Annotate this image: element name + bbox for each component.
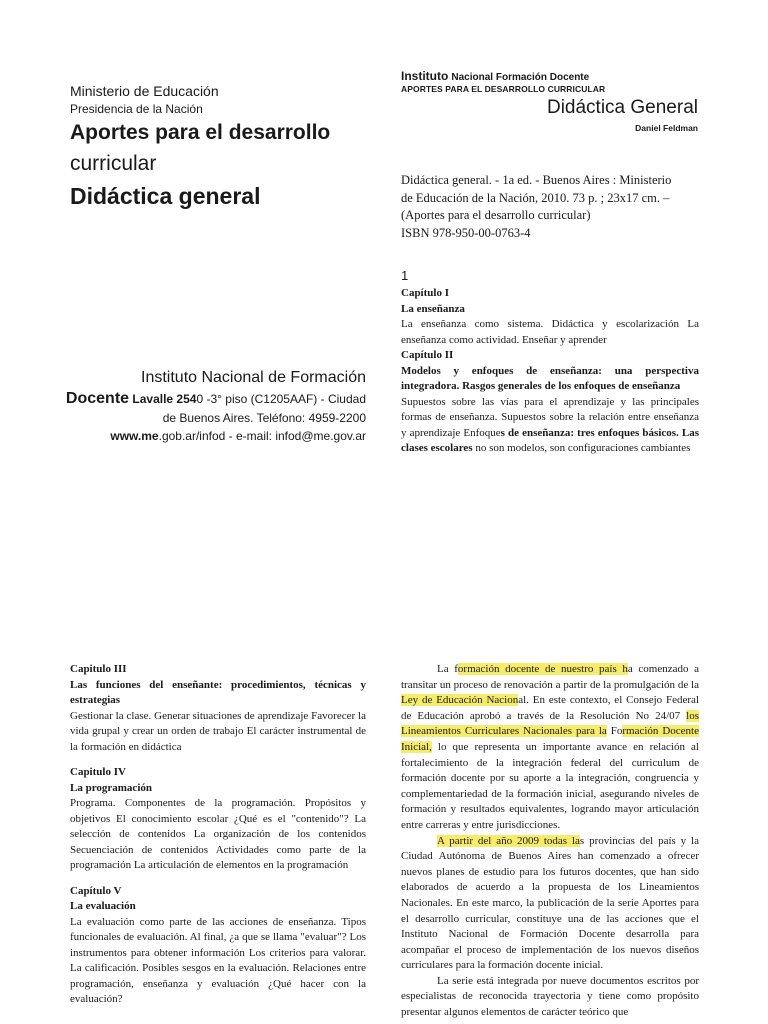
city-phone: de Buenos Aires. Teléfono: 4959-2200 <box>162 411 366 425</box>
chapter-2-subtitle: Modelos y enfoques de enseñanza: una perspectiva integradora. Rasgos generales de los enfoques de enseñanza <box>401 364 699 392</box>
highlight: los Lineamientos Curriculares Nacionales para la <box>401 709 699 738</box>
header-institute <box>401 69 589 85</box>
highlight: Ley de Educación Nacion <box>401 694 519 707</box>
institute-address <box>46 389 366 409</box>
header-subject: Didáctica General <box>546 97 698 118</box>
chapter-4-subtitle: La programación <box>70 781 152 794</box>
cover-title-line2: curricular <box>70 152 157 175</box>
chapter-5-body: La evaluación como parte de las acciones de enseñanza. Tipos funcionales de evaluación. Al final, ¿a que se llama "evaluar"? Los instrumentos para obtener información Los criterios para valorar. La calificación. Posibles sesgos en la evaluación. Relaciones entre programación, enseñanza y evaluación ¿Qué hacer con la evaluación? <box>70 915 366 1005</box>
chapter-3-body: Gestionar la clase. Generar situaciones de aprendizaje Favorecer la vida grupal y crear un orden de trabajo El carácter instrumental de la formación en didáctica <box>70 709 366 753</box>
chapter-1-title: Capítulo I <box>401 287 449 299</box>
chapter-2-body-c: no son modelos, son configuraciones cambiantes <box>472 442 691 454</box>
cover-subject: Didáctica general <box>70 183 261 209</box>
institute-name: Instituto Nacional de Formación <box>141 369 366 386</box>
catalog-line: Didáctica general. - 1a ed. - Buenos Aires : Ministerio <box>401 173 672 187</box>
chapter-1-body: La enseñanza como sistema. Didáctica y escolarización La enseñanza como actividad. Enseñar y aprender <box>401 318 699 346</box>
text-run: s provincias del país y la Ciudad Autónoma de Buenos Aires han comenzado a ofrecer nuevos planes de estudio para los futuros docentes, que han sido elaborados de acuerdo a la propuesta de los Lineamientos Nacionales. En este marco, la publicación de la serie Aportes para el desarrollo curricular, constituye una de las acciones que el Instituto Nacional de Formación Docente desarrolla para acompañar el proceso de implementación de los nuevos diseños curriculares para la formación docente inicial. <box>401 834 699 972</box>
chapter-5-title: Capítulo V <box>70 884 122 897</box>
web-rest: .gob.ar/infod - e-mail: infod@me.gov.ar <box>158 429 366 443</box>
header-series: APORTES PARA EL DESARROLLO CURRICULAR <box>401 84 606 94</box>
highlight: A partir del año 2009 todas la <box>437 834 580 847</box>
institute-block <box>46 367 366 445</box>
text-run: Fo <box>606 725 623 738</box>
address-rest: 0 -3° piso (C1205AAF) - Ciudad <box>196 392 366 406</box>
chapter-3-title: Capitulo III <box>70 663 127 675</box>
institute-docente: Docente <box>65 390 130 407</box>
web-bold: www.me <box>110 429 159 443</box>
cover-title-line1: Aportes para el desarrollo <box>70 121 331 144</box>
chapter-2-title: Capítulo II <box>401 349 454 361</box>
toc-right <box>401 286 699 457</box>
chapter-2-body-b: s de enseñanza: tres enfoques básicos. Las clases escolares <box>401 426 700 454</box>
chapter-5-subtitle: La evaluación <box>70 900 136 912</box>
chapter-3-subtitle: Las funciones del enseñante: procedimientos, técnicas y estrategias <box>70 678 366 706</box>
paragraph: La serie está integrada por nueve documentos escritos por especialistas de reconocida trayectoria y tiene como propósito presentar algunos elementos de carácter teórico que <box>401 974 699 1019</box>
paragraph <box>401 834 699 974</box>
header-inst-word: Instituto <box>401 69 449 83</box>
text-run: a comenzado a transitar un proceso de renovación a partir de la promulgación de la <box>401 663 700 691</box>
text-run: lo que representa un importante avance en relación al fortalecimiento de la integración federal del curriculum de formación docente por su aporte a la integración, congruencia y complementariedad de la formación inicial, asegurando niveles de formación y resultados equivalentes, logrando mayor articulación entre carreras y entre jurisdicciones. <box>401 740 699 831</box>
catalog-line: ISBN 978-950-00-0763-4 <box>401 225 531 240</box>
header-author: Daniel Feldman <box>635 123 698 133</box>
paragraph <box>401 662 699 834</box>
catalog-record <box>401 172 701 242</box>
catalog-line: (Aportes para el desarrollo curricular) <box>401 208 591 222</box>
header-inst-rest: Nacional Formación Docente <box>451 72 590 83</box>
text-run: al. En este contexto, el Consejo Federal de Educación aprobó a través de la Resolución No 24/07 <box>401 694 700 722</box>
highlight: ormación docente de nuestro país h <box>457 663 628 675</box>
web-contact <box>46 427 366 445</box>
catalog-line: de Educación de la Nación, 2010. 73 p. ; 23x17 cm. – <box>401 190 670 205</box>
page-number: 1 <box>401 268 409 283</box>
chapter-4-body: Programa. Componentes de la programación. Propósitos y objetivos El conocimiento escolar ¿Qué es el "contenido"? La selección de contenidos La organización de los contenidos Secuenciación de contenidos Actividades como parte de la programación La articulación de elementos en la programación <box>70 797 366 871</box>
highlight: rmación Docente Inicial, <box>401 725 699 753</box>
address-bold: Lavalle 254 <box>132 392 197 406</box>
chapter-1-subtitle: La enseñanza <box>401 302 465 315</box>
intro-text <box>401 662 699 1021</box>
toc-left <box>70 662 366 1008</box>
chapter-2-body <box>401 395 699 457</box>
presidency-name: Presidencia de la Nación <box>70 102 203 116</box>
text-run: La f <box>437 663 458 675</box>
chapter-4-title: Capitulo IV <box>70 766 126 778</box>
chapter-2-body-a: Supuestos sobre las vías para el aprendizaje y las principales formas de enseñanza. Supuestos sobre la relación entre enseñanza y aprendizaje Enfoque <box>401 395 699 439</box>
ministry-name: Ministerio de Educación <box>70 83 219 99</box>
